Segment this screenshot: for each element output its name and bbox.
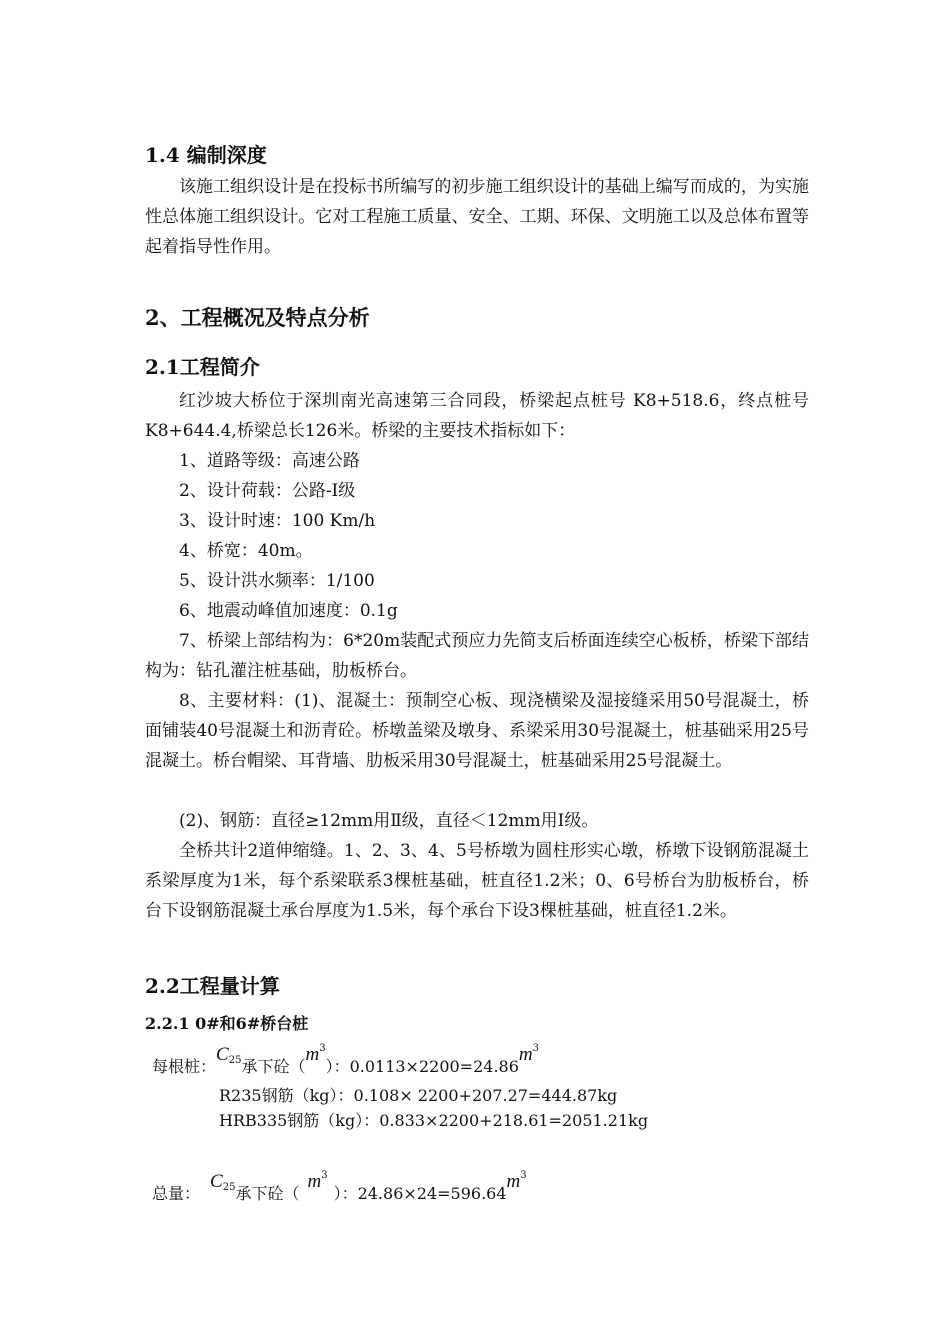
paragraph-compilation-depth — [145, 172, 809, 262]
section-heading-2: 2、工程概况及特点分析 — [145, 305, 370, 330]
total-concrete: 总量：$C_{25}$承下砼$(m^3)$：$24.86\times 24=596.64m^3$ — [152, 1170, 527, 1203]
per-pile-label: 每根桩： — [152, 1057, 217, 1076]
spec-item-design-speed: 3、设计时速：100 Km/h — [179, 511, 376, 531]
per-pile-r235-rebar: R235钢筋（kg）：0.108× 2200+207.27=444.87kg — [219, 1086, 618, 1105]
text-line: 该施工组织设计是在投标书所编写的初步施工组织设计的基础上编写而成 — [179, 177, 724, 197]
paragraph-materials — [145, 686, 809, 776]
text-line: 桩号 K8+644.4,桥梁总长126米。桥梁的主要技术指标如下： — [145, 391, 809, 441]
text-line: 基础采用25号混凝土。 — [557, 751, 733, 771]
text-line: 桩基础，桩直径1.2米。 — [556, 901, 737, 921]
cubic-meter-symbol: $m^3$ — [518, 1043, 539, 1065]
cubic-meter-symbol: $m^3$ — [307, 1170, 328, 1192]
section-heading-2-1: 2.1工程简介 — [145, 355, 260, 379]
text-line: 7、桥梁上部结构为：6*20m装配式预应力先简支后桥面连续空心板桥，桥 — [179, 631, 741, 651]
text-line: 红沙坡大桥位于深圳南光高速第三合同段，桥梁起点桩号 K8+518.6，终点 — [179, 391, 775, 411]
text-line: 筋混凝土系梁厚度为1米，每个系梁联系3棵桩基础，桩直径1.2米；0、6号 — [145, 841, 809, 891]
paragraph-bridge-intro — [145, 386, 809, 446]
spec-item-bridge-width: 4、桥宽：40m。 — [179, 541, 313, 561]
text-line: 明施工以及总体布置等起着指导性作用。 — [145, 207, 810, 257]
text-line: 全桥共计2道伸缩缝。1、2、3、4、5号桥墩为圆柱形实心墩，桥墩下设钢 — [179, 841, 741, 861]
per-pile-concrete: 每根桩：$C_{25}$承下砼$(m^3)$：$0.0113\times 2200=24.86m^3$ — [152, 1043, 539, 1076]
total-label: 总量： — [152, 1184, 201, 1203]
cubic-meter-symbol: $m^3$ — [305, 1043, 326, 1065]
text-line: 的，为实施性总体施工组织设计。它对工程施工质量、安全、工期、环保、文 — [145, 177, 810, 227]
cubic-meter-symbol: $m^3$ — [506, 1170, 527, 1192]
section-heading-2-2: 2.2工程量计算 — [145, 974, 280, 998]
paragraph-structure — [145, 626, 809, 686]
rebar-spec: (2)、钢筋：直径≥12mm用Ⅱ级，直径＜12mm用Ⅰ级。 — [179, 811, 599, 831]
c25-symbol: $C_{25}$ — [210, 1171, 236, 1193]
text-line: 梁下部结构为：钻孔灌注桩基础，肋板桥台。 — [145, 631, 810, 681]
spec-item-flood-frequency: 5、设计洪水频率：1/100 — [179, 571, 375, 591]
spec-item-seismic-acceleration: 6、地震动峰值加速度：0.1g — [179, 601, 398, 621]
text-line: 土，桩基础采用25号混凝土。桥台帽梁、耳背墙、肋板采用30号混凝土，桩 — [145, 721, 810, 771]
spec-item-design-load: 2、设计荷载：公路-Ⅰ级 — [179, 481, 356, 501]
text-line: 桥台为肋板桥台，桥台下设钢筋混凝土承台厚度为1.5米，每个承台下设3棵 — [145, 871, 809, 921]
spec-item-road-grade: 1、道路等级：高速公路 — [179, 451, 360, 471]
paragraph-expansion-joints — [145, 836, 809, 926]
text-line: 8、主要材料：(1)、混凝土：预制空心板、现浇横梁及湿接缝采用50号混 — [179, 691, 740, 711]
per-pile-hrb335-rebar: HRB335钢筋（kg）：0.833×2200+218.61=2051.21kg — [219, 1111, 649, 1130]
section-heading-1-4: 1.4 编制深度 — [145, 143, 267, 167]
subsection-heading-2-2-1: 2.2.1 0#和6#桥台桩 — [145, 1014, 309, 1033]
c25-symbol: $C_{25}$ — [216, 1044, 242, 1066]
text-line: 凝土，桥面铺装40号混凝土和沥青砼。桥墩盖梁及墩身、系梁采用30号混凝 — [145, 691, 810, 741]
